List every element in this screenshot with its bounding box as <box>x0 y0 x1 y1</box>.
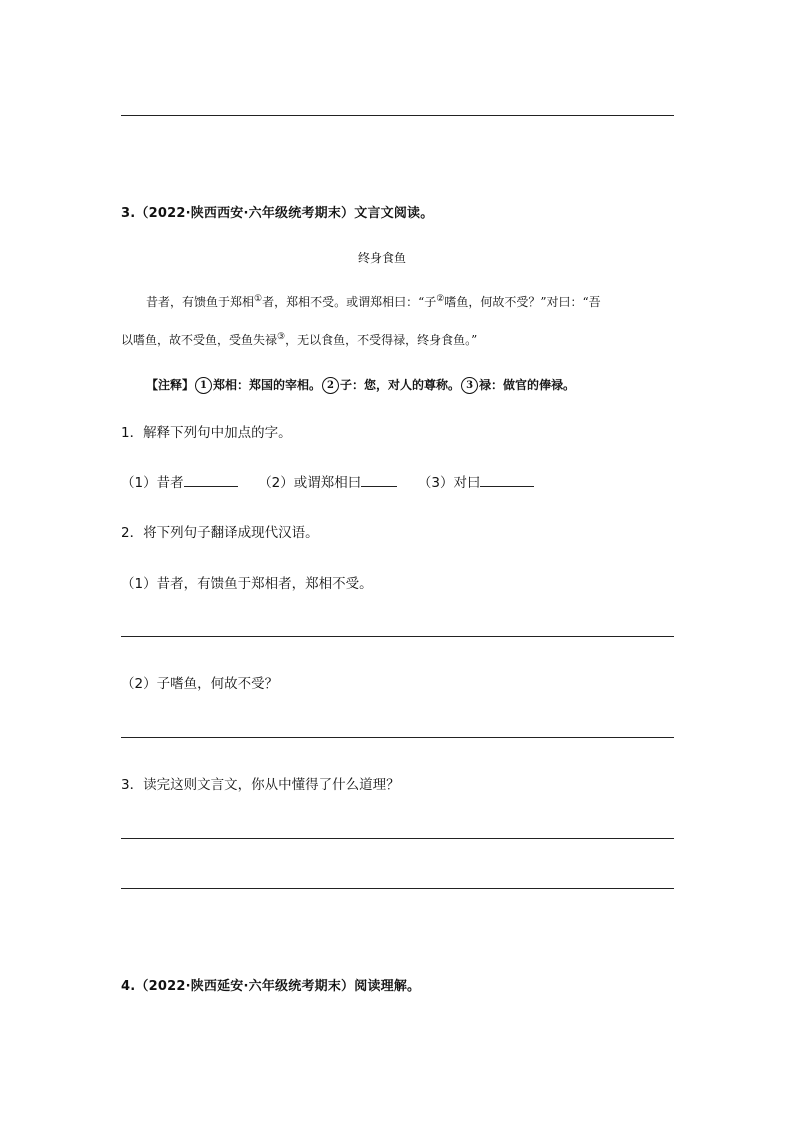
subquestion-2-prompt: 2．将下列句子翻译成现代汉语。 <box>121 525 319 541</box>
passage-text: 嗜鱼，何故不受？”对曰：“吾 <box>444 295 601 309</box>
subquestion-1-items <box>121 471 534 491</box>
circled-number: 1 <box>195 377 212 394</box>
answer-blank[interactable] <box>361 472 397 487</box>
passage-text: 以嗜鱼，故不受鱼，受鱼失禄 <box>121 333 278 347</box>
answer-blank[interactable] <box>480 472 534 487</box>
answer-line[interactable] <box>121 838 674 839</box>
subquestion-3-prompt: 3．读完这则文言文，你从中懂得了什么道理？ <box>121 777 400 793</box>
answer-blank[interactable] <box>184 472 238 487</box>
answer-line[interactable] <box>121 888 674 889</box>
passage-text: 者，郑相不受。或谓郑相曰：“子 <box>262 295 437 309</box>
item-label: （3）对曰 <box>417 475 481 491</box>
circled-number: 2 <box>322 377 339 394</box>
subquestion-2-item-2: （2）子嗜鱼，何故不受？ <box>121 676 279 692</box>
passage-line-2 <box>121 331 477 348</box>
answer-line[interactable] <box>121 737 674 738</box>
annotation-notes <box>146 376 575 394</box>
passage-line-1 <box>146 293 601 310</box>
note-text: 子：您，对人的尊称。 <box>340 378 461 392</box>
passage-text: ，无以食鱼，不受得禄，终身食鱼。” <box>285 333 478 347</box>
passage-title: 终身食鱼 <box>358 251 407 265</box>
answer-line-top <box>121 115 674 116</box>
passage-text: 昔者，有馈鱼于郑相 <box>146 295 255 309</box>
notes-label: 【注释】 <box>146 378 195 392</box>
footnote-marker: ③ <box>277 332 286 342</box>
answer-line[interactable] <box>121 636 674 637</box>
question-3-heading: 3.（2022·陕西西安·六年级统考期末）文言文阅读。 <box>121 206 434 221</box>
question-4-heading: 4.（2022·陕西延安·六年级统考期末）阅读理解。 <box>121 979 421 994</box>
note-text: 郑相：郑国的宰相。 <box>213 378 322 392</box>
subquestion-1-prompt: 1．解释下列句中加点的字。 <box>121 425 292 441</box>
subquestion-2-item-1: （1）昔者，有馈鱼于郑相者，郑相不受。 <box>121 576 373 592</box>
circled-number: 3 <box>461 377 478 394</box>
footnote-marker: ② <box>436 294 445 304</box>
footnote-marker: ① <box>254 294 263 304</box>
item-label: （1）昔者 <box>121 475 184 491</box>
note-text: 禄：做官的俸禄。 <box>479 378 576 392</box>
item-label: （2）或谓郑相曰 <box>258 475 362 491</box>
